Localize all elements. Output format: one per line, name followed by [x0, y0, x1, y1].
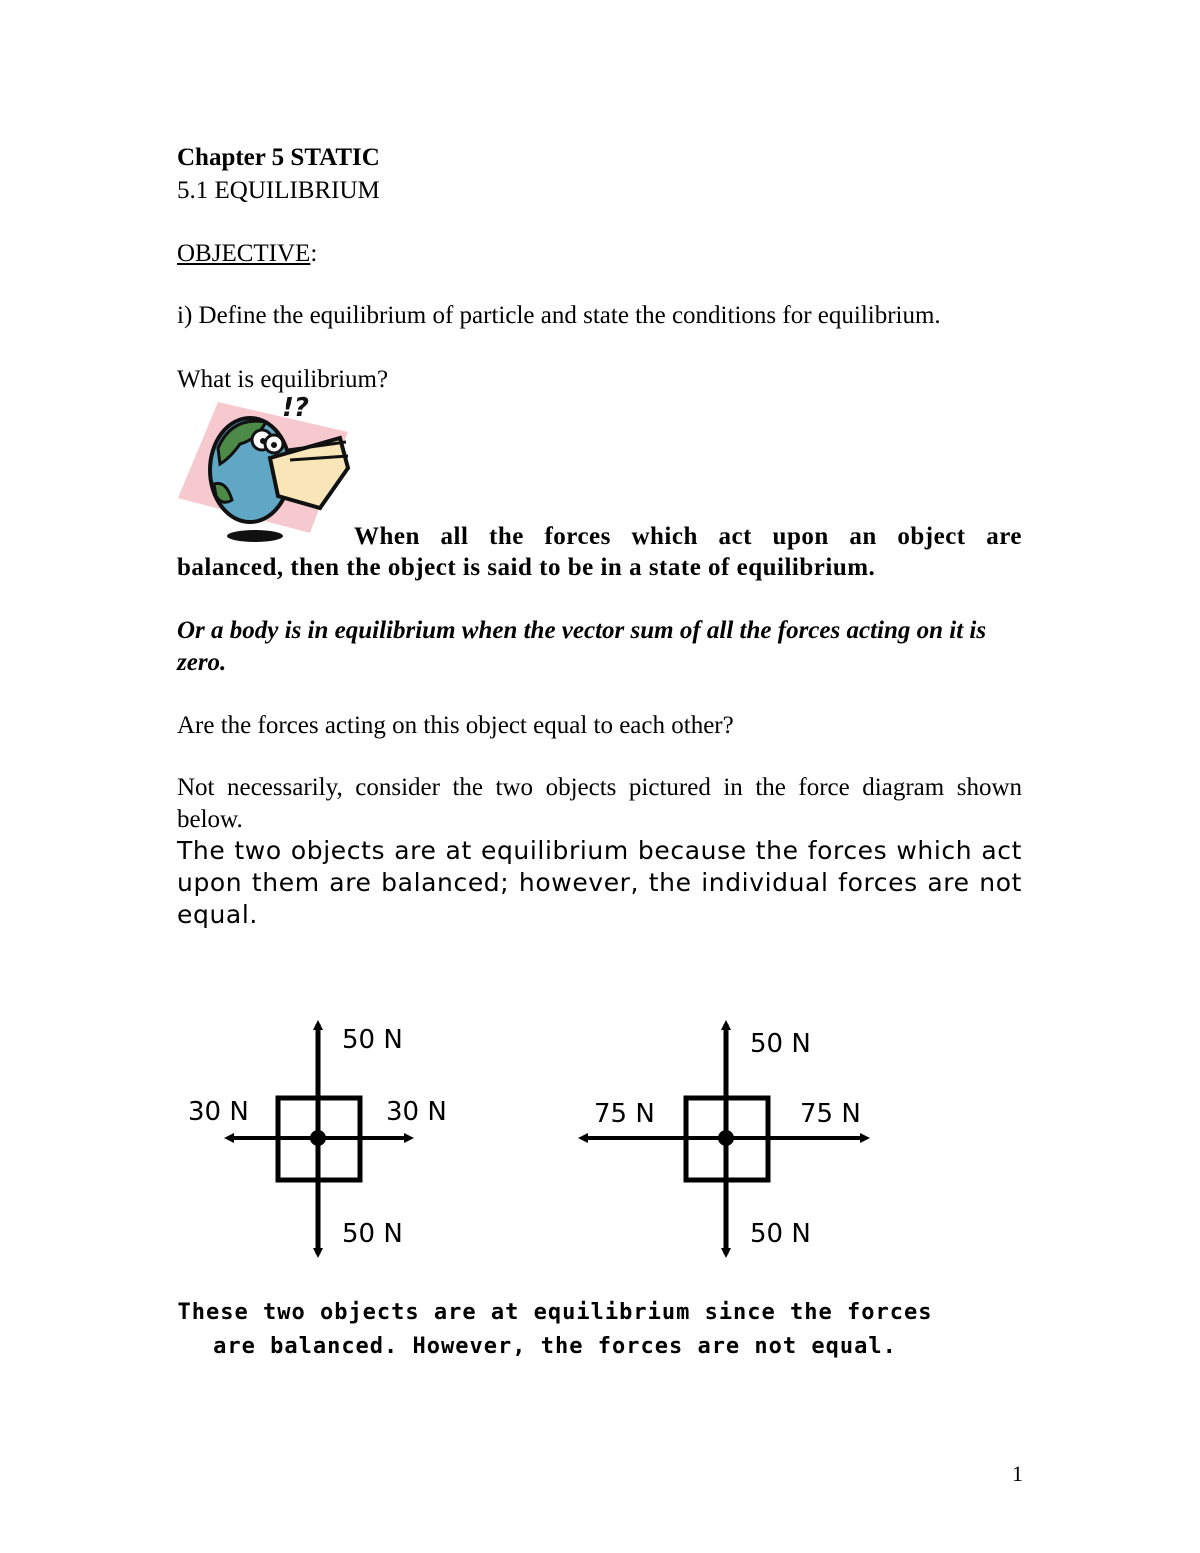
- objective-colon: :: [310, 240, 318, 267]
- svg-text:!?: !?: [282, 393, 309, 423]
- diagram-caption-line-2: are balanced. However, the forces are not equal.: [213, 1334, 897, 1359]
- question-what-is-equilibrium: What is equilibrium?: [177, 366, 389, 393]
- question-forces-equal: Are the forces acting on this object equal to each other?: [177, 712, 734, 739]
- chapter-title: Chapter 5 STATIC: [177, 144, 380, 171]
- force-label-left-2: 75 N: [594, 1099, 655, 1129]
- force-label-right-2: 75 N: [800, 1099, 861, 1129]
- section-title: 5.1 EQUILIBRIUM: [177, 177, 380, 204]
- force-label-up-1: 50 N: [342, 1025, 403, 1055]
- objective-label: OBJECTIVE: [177, 240, 311, 267]
- definition-alternative: Or a body is in equilibrium when the vector sum of all the forces acting on it is zero.: [177, 617, 987, 676]
- force-diagrams: [170, 1010, 890, 1270]
- force-label-up-2: 50 N: [750, 1029, 811, 1059]
- confused-globe-reading-paper-icon: [170, 388, 360, 548]
- diagram-caption-line-1: These two objects are at equilibrium since the forces: [177, 1300, 933, 1325]
- explanation-paragraph: The two objects are at equilibrium because the forces which act upon them are balanced; however, the individual forces are not equal.: [177, 836, 1022, 929]
- objective-heading: [177, 238, 317, 270]
- force-label-left-1: 30 N: [188, 1097, 249, 1127]
- center-point-2: [718, 1130, 734, 1146]
- force-label-down-2: 50 N: [750, 1219, 811, 1249]
- force-label-down-1: 50 N: [342, 1219, 403, 1249]
- force-diagram-2: [582, 1024, 866, 1254]
- definition-continuation: balanced, then the object is said to be in a state of equilibrium.: [177, 554, 876, 581]
- answer-paragraph: Not necessarily, consider the two objects pictured in the force diagram shown below.: [177, 774, 1022, 833]
- objective-item: i) Define the equilibrium of particle and state the conditions for equilibrium.: [177, 302, 941, 329]
- force-label-right-1: 30 N: [386, 1097, 447, 1127]
- definition-first-line: When all the forces which act upon an object are: [354, 523, 1022, 550]
- force-diagram-1: [188, 1024, 447, 1254]
- center-point-1: [310, 1130, 326, 1146]
- page-number: 1: [1012, 1461, 1023, 1486]
